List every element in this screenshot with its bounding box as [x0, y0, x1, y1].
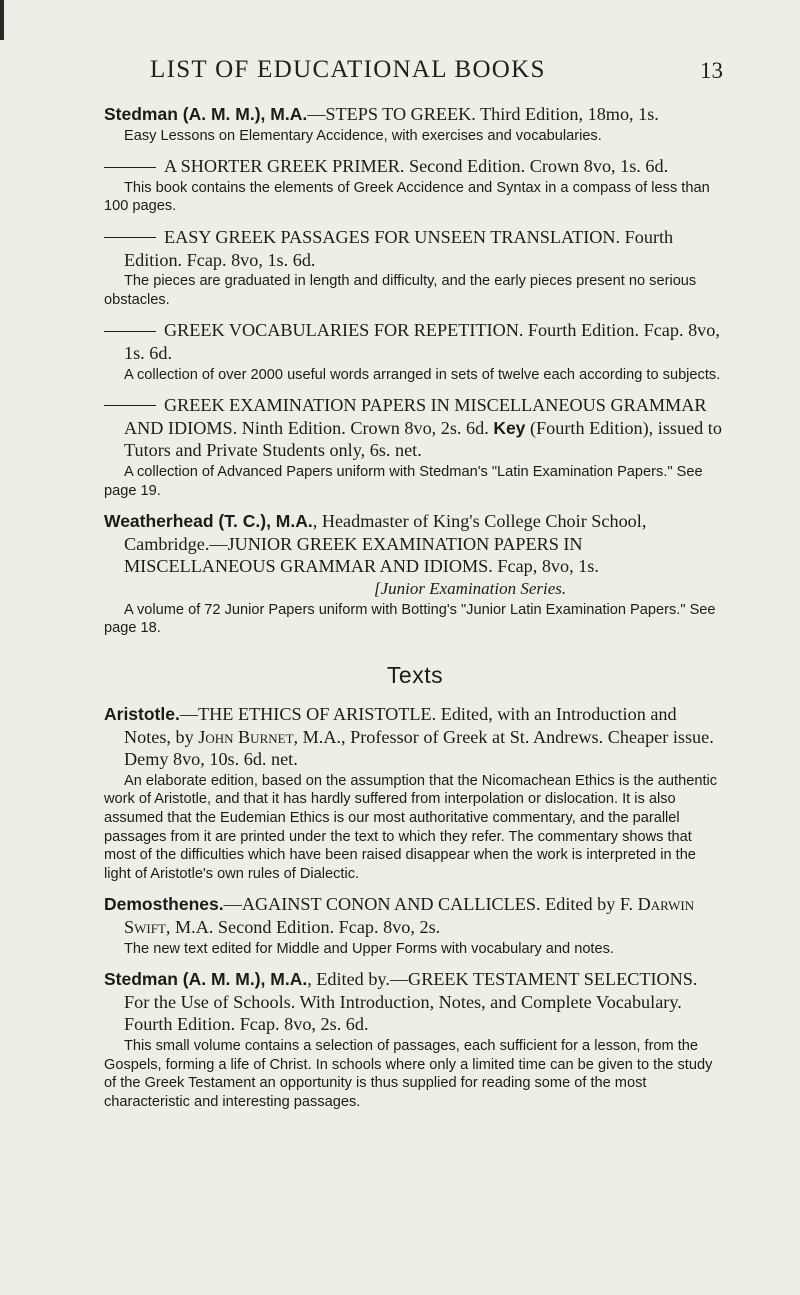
entry-description: A collection of Advanced Papers uniform with Stedman's "Latin Examination Papers." See page 19.	[104, 463, 703, 499]
page-number: 13	[700, 58, 723, 83]
entry-text: GREEK VOCABULARIES FOR REPETITION. Fourth Edition. Fcap. 8vo, 1s. 6d.	[124, 320, 720, 363]
entry-editor: F. Darwin Swift	[124, 894, 695, 937]
entry-author: Stedman (A. M. M.), M.A.	[104, 104, 308, 124]
entry-description: A collection of over 2000 useful words arranged in sets of twelve each according to subjects.	[124, 366, 721, 383]
ditto-dash	[104, 405, 156, 406]
entry-text: GREEK EXAMINATION PAPERS IN MISCELLANEOUS GRAMMAR AND IDIOMS. Ninth Edition. Crown 8vo, 2s. 6d.	[124, 395, 707, 438]
running-head	[0, 56, 800, 88]
section-heading: Texts	[386, 662, 444, 689]
catalogue-entry	[104, 893, 726, 958]
series-note: [Junior Examination Series.	[374, 578, 567, 598]
entry-text: A SHORTER GREEK PRIMER. Second Edition. Crown 8vo, 1s. 6d.	[164, 156, 669, 177]
entry-text: , Edited by.—GREEK TESTAMENT SELECTIONS. For the Use of Schools. With Introduction, Notes, and Complete Vocabulary. Fourth Edition. Fcap. 8vo, 2s. 6d.	[124, 969, 698, 1035]
entry-author: Weatherhead (T. C.), M.A.	[104, 511, 313, 532]
catalogue-entry	[104, 703, 726, 883]
entry-description: This book contains the elements of Greek Accidence and Syntax in a compass of less than 100 pages.	[104, 179, 710, 215]
entry-author: Stedman (A. M. M.), M.A.	[104, 969, 308, 990]
catalogue-entry	[104, 103, 726, 145]
entry-text: —STEPS TO GREEK. Third Edition, 18mo, 1s.	[307, 104, 659, 124]
entry-description: The pieces are graduated in length and difficulty, and the early pieces present no serious obstacles.	[104, 273, 697, 308]
ditto-dash	[104, 237, 156, 238]
entry-description: A volume of 72 Junior Papers uniform with Botting's "Junior Latin Examination Papers." See page 18.	[104, 601, 716, 637]
running-head-title: LIST OF EDUCATIONAL BOOKS	[150, 56, 546, 83]
page-content	[104, 103, 726, 1121]
entry-text-continued: , M.A., Professor of Greek at St. Andrews. Cheaper issue. Demy 8vo, 10s. 6d. net.	[124, 726, 714, 770]
entry-text-continued: , M.A. Second Edition. Fcap. 8vo, 2s.	[165, 917, 441, 937]
entry-description: The new text edited for Middle and Upper Forms with vocabulary and notes.	[124, 940, 614, 957]
key-text: (Fourth Edition), issued to Tutors and Private Students only, 6s. net.	[124, 417, 722, 461]
ditto-dash	[104, 167, 156, 168]
entry-text: EASY GREEK PASSAGES FOR UNSEEN TRANSLATION. Fourth Edition. Fcap. 8vo, 1s. 6d.	[124, 226, 674, 270]
entry-text: —AGAINST CONON AND CALLICLES. Edited by	[223, 894, 616, 915]
entry-author: Demosthenes.	[104, 894, 224, 915]
entry-description: An elaborate edition, based on the assumption that the Nicomachean Ethics is the authentic work of Aristotle, and that it has hardly suffered from interpolation or dislocation. It is also assumed that the Eudemian Ethics is our most authoritative commentary, and the parallel passages from it are printed under the text to which they refer. The commentary shows that most of the difficulties which have been raised disappear when the work is interpreted in the light of Aristotle's own rules of Dialectic.	[104, 772, 718, 882]
binding-edge	[0, 0, 4, 40]
entry-description: This small volume contains a selection of passages, each sufficient for a lesson, from the Gospels, forming a life of Christ. In schools where only a limited time can be given to the study of the Greek Testament an opportunity is thus supplied for reading some of the most characteristic and interesting passages.	[104, 1037, 713, 1110]
entry-author: Aristotle.	[104, 704, 180, 725]
entry-text: , Headmaster of King's College Choir School, Cambridge.—JUNIOR GREEK EXAMINATION PAPERS IN MISCELLANEOUS GRAMMAR AND IDIOMS. Fcap, 8vo, 1s.	[124, 511, 647, 577]
entry-description: Easy Lessons on Elementary Accidence, with exercises and vocabularies.	[124, 127, 602, 144]
catalogue-entry	[104, 319, 726, 384]
key-label: Key	[493, 417, 526, 438]
entry-text: —THE ETHICS OF ARISTOTLE. Edited, with an Introduction and Notes, by	[124, 704, 677, 747]
catalogue-entry	[104, 968, 726, 1111]
catalogue-entry	[104, 394, 726, 500]
ditto-dash	[104, 331, 156, 332]
entry-editor: John Burnet	[198, 726, 294, 747]
catalogue-entry	[104, 510, 726, 638]
catalogue-entry	[104, 226, 726, 309]
catalogue-entry	[104, 155, 726, 216]
